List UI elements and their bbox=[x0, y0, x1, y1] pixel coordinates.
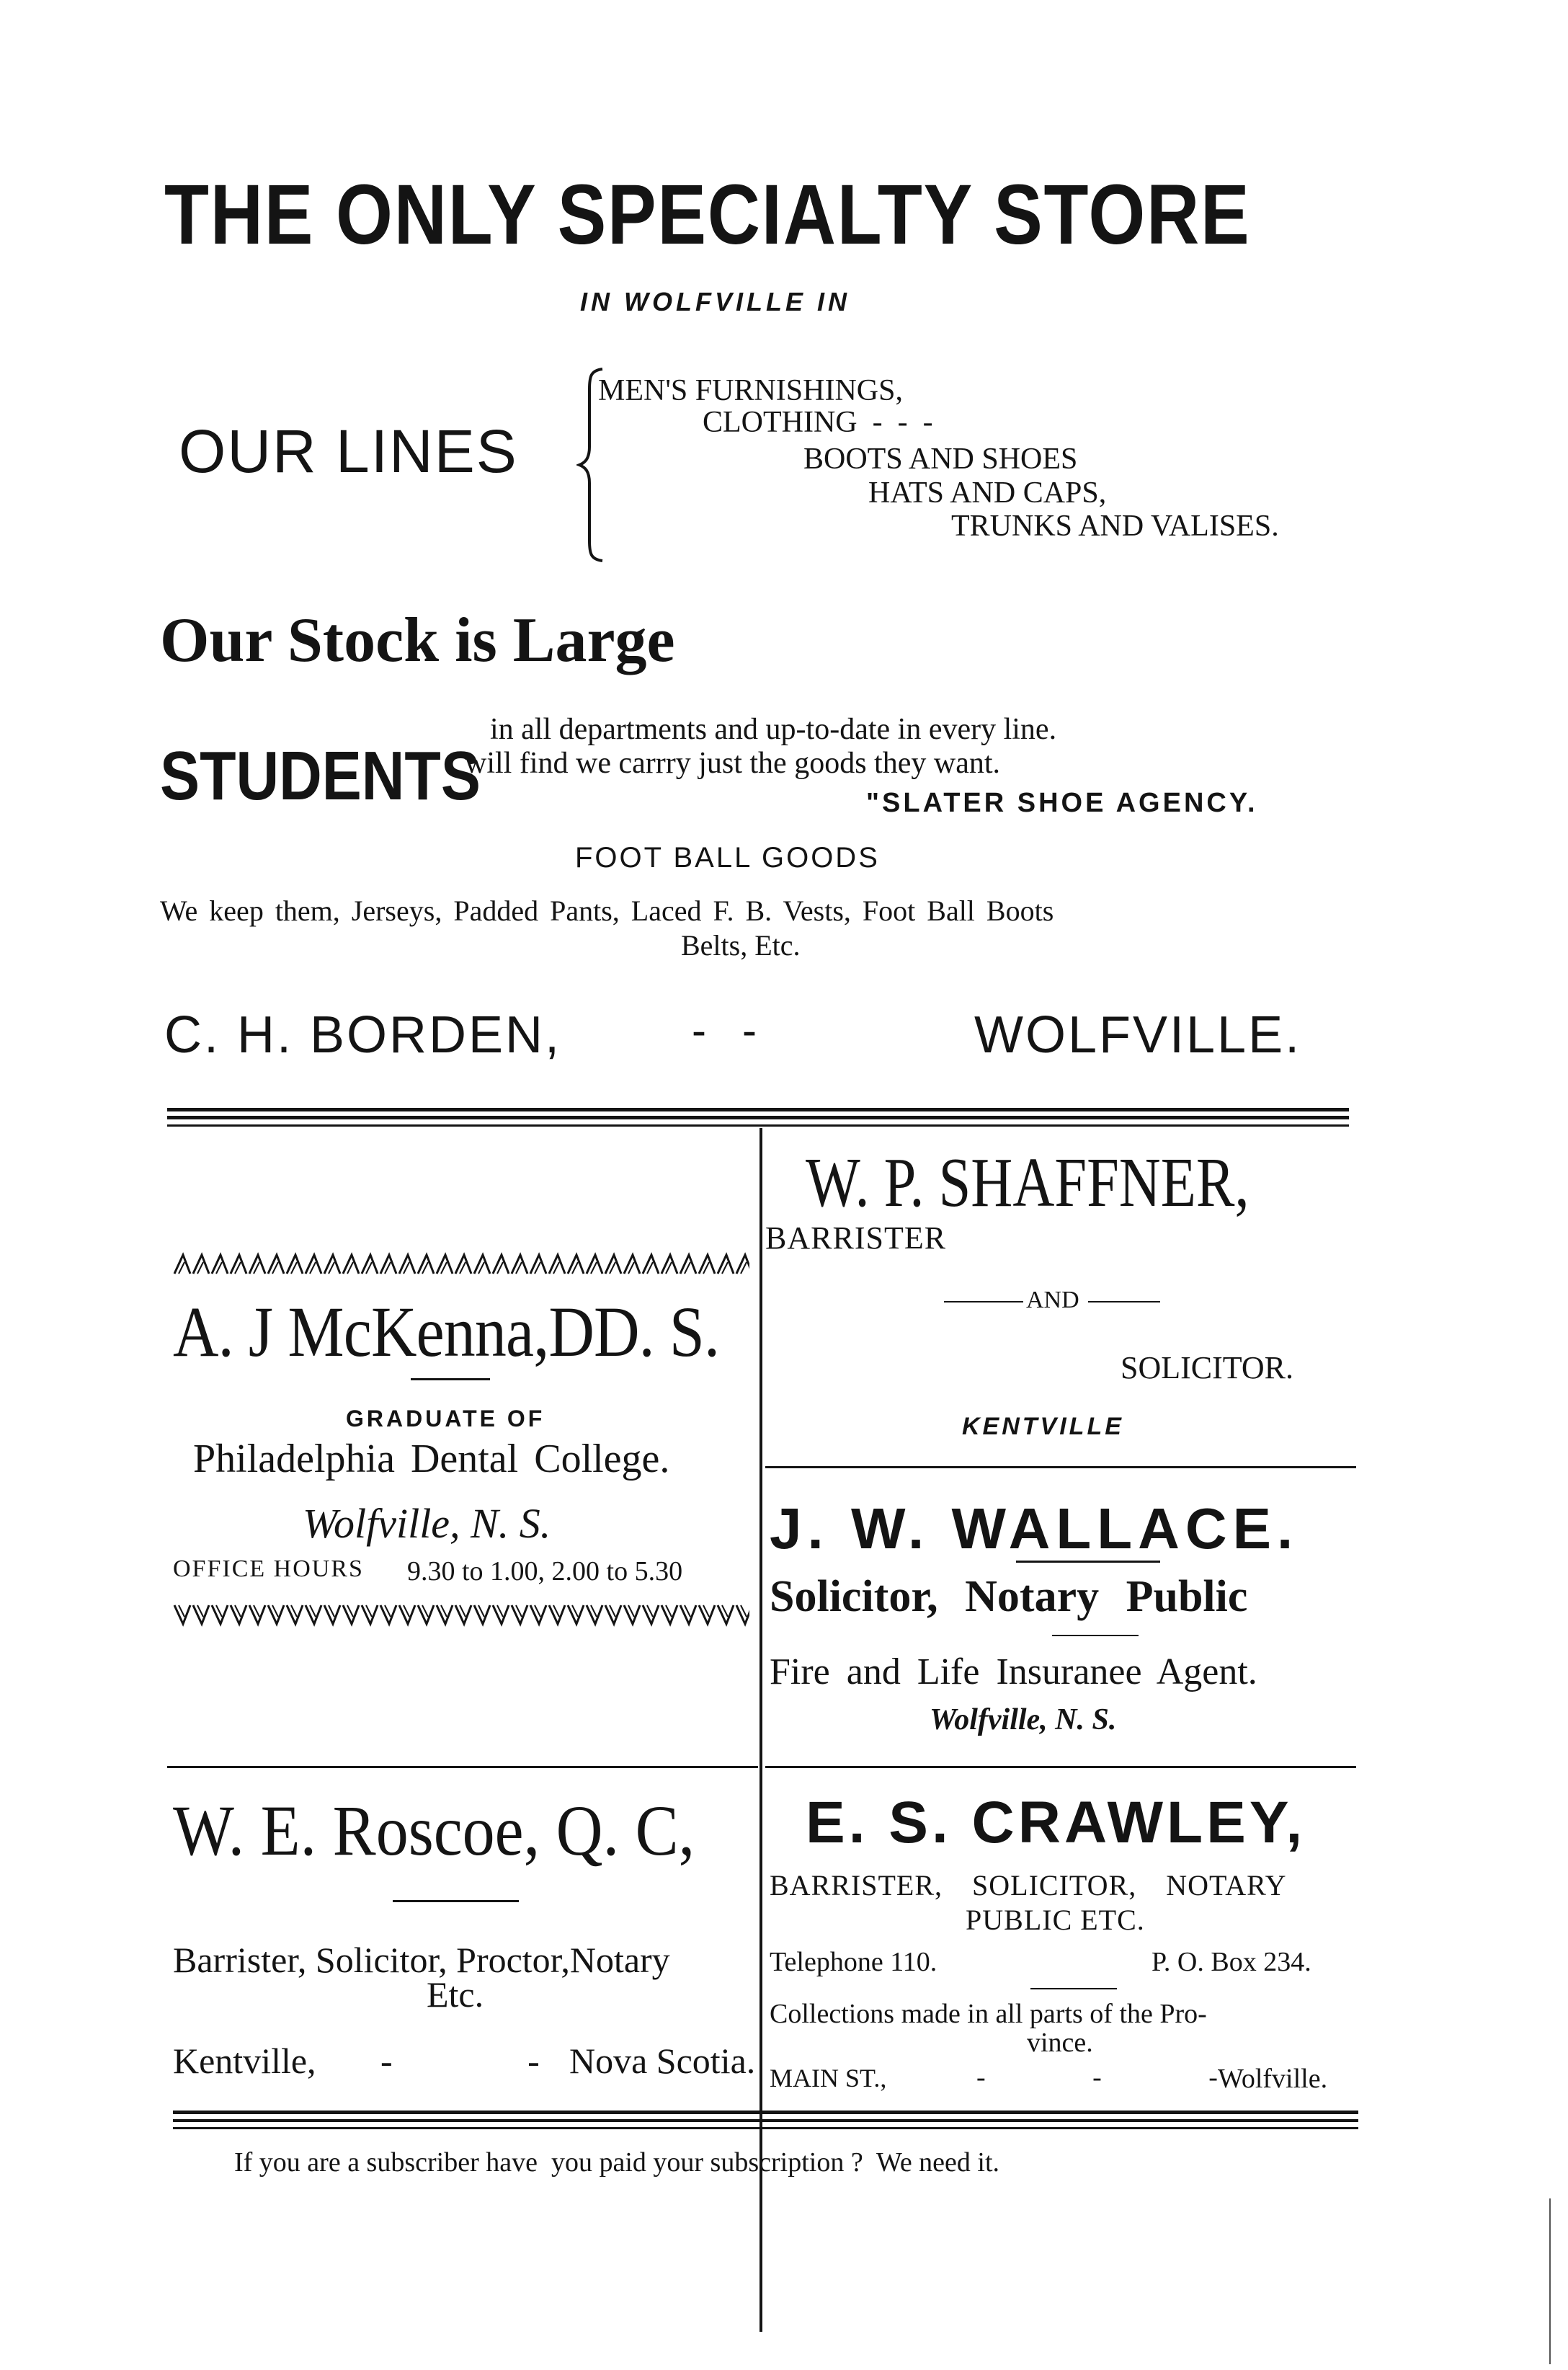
crawley-titles-cont: PUBLIC ETC. bbox=[966, 1904, 1145, 1936]
wallace-rule bbox=[1016, 1561, 1160, 1563]
merchant-dashes: - - bbox=[692, 1006, 757, 1055]
crawley-name: E. S. CRAWLEY, bbox=[806, 1790, 1306, 1855]
roscoe-rule bbox=[393, 1900, 519, 1902]
students-label: STUDENTS bbox=[160, 737, 481, 815]
section-divider-top bbox=[167, 1108, 1349, 1111]
football-goods-heading: FOOT BALL GOODS bbox=[575, 842, 880, 874]
line-item-clothing: CLOTHING - - - bbox=[703, 406, 933, 439]
merchant-town: WOLFVILLE. bbox=[974, 1006, 1302, 1064]
roscoe-name: W. E. Roscoe, Q. C, bbox=[173, 1790, 695, 1870]
ornament-bottom-border bbox=[173, 1602, 749, 1627]
crawley-town: Wolfville. bbox=[1218, 2064, 1328, 2094]
section-divider-bottom-3 bbox=[173, 2127, 1358, 2129]
shaffner-barrister: BARRISTER bbox=[765, 1220, 947, 1256]
mckenna-rule bbox=[411, 1378, 490, 1380]
roscoe-place: Kentville, bbox=[173, 2041, 316, 2081]
shaffner-and: AND bbox=[1026, 1287, 1079, 1313]
middle-divider-left bbox=[167, 1766, 758, 1768]
mckenna-name: A. J McKenna,DD. S. bbox=[173, 1292, 720, 1372]
section-divider-top-2 bbox=[167, 1116, 1349, 1119]
stock-heading: Our Stock is Large bbox=[160, 605, 675, 675]
wallace-agent: Fire and Life Insuranee Agent. bbox=[770, 1651, 1257, 1692]
crawley-telephone: Telephone 110. bbox=[770, 1947, 937, 1977]
wallace-location: Wolfville, N. S. bbox=[930, 1703, 1117, 1736]
line-item-trunks-valises: TRUNKS AND VALISES. bbox=[951, 510, 1279, 543]
section-divider-bottom bbox=[173, 2111, 1358, 2114]
roscoe-titles: Barrister, Solicitor, Proctor,Notary bbox=[173, 1940, 670, 1980]
crawley-collections: Collections made in all parts of the Pro- bbox=[770, 1999, 1207, 2029]
football-goods-text: We keep them, Jerseys, Padded Pants, Laced F. B. Vests, Foot Ball Boots bbox=[160, 895, 1054, 927]
middle-divider-right bbox=[765, 1766, 1356, 1768]
merchant-name: C. H. BORDEN, bbox=[164, 1006, 562, 1064]
page-edge-line bbox=[1549, 2198, 1551, 2364]
crawley-dashes: - - - bbox=[976, 2062, 1218, 2092]
line-item-mens-furnishings: MEN'S FURNISHINGS, bbox=[598, 374, 903, 407]
stock-text: in all departments and up-to-date in every line. bbox=[490, 713, 1057, 746]
students-text: will find we carrry just the goods they want. bbox=[465, 747, 1000, 780]
roscoe-province: Nova Scotia. bbox=[569, 2041, 756, 2081]
mckenna-graduate: GRADUATE OF bbox=[346, 1406, 545, 1432]
shaffner-and-right-rule bbox=[1088, 1301, 1160, 1302]
mckenna-office-hours: 9.30 to 1.00, 2.00 to 5.30 bbox=[407, 1556, 683, 1586]
wallace-name: J. W. WALLACE. bbox=[770, 1496, 1299, 1561]
mckenna-office-label: OFFICE HOURS bbox=[173, 1555, 364, 1582]
mckenna-location: Wolfville, N. S. bbox=[303, 1500, 551, 1547]
crawley-rule bbox=[1030, 1988, 1117, 1989]
specialty-store-subheadline: IN WOLFVILLE IN bbox=[580, 287, 850, 316]
slater-shoe-agency: "SLATER SHOE AGENCY. bbox=[866, 788, 1258, 818]
line-item-boots-shoes: BOOTS AND SHOES bbox=[803, 443, 1078, 476]
crawley-street: MAIN ST., bbox=[770, 2064, 887, 2092]
crawley-collections-cont: vince. bbox=[1027, 2028, 1093, 2058]
shaffner-solicitor: SOLICITOR. bbox=[1121, 1350, 1293, 1385]
section-divider-bottom-2 bbox=[173, 2119, 1358, 2122]
our-lines-label: OUR LINES bbox=[179, 417, 518, 485]
line-item-hats-caps: HATS AND CAPS, bbox=[868, 476, 1107, 510]
ornament-top-border bbox=[173, 1252, 749, 1277]
wallace-rule-2 bbox=[1052, 1635, 1139, 1636]
shaffner-name: W. P. SHAFFNER, bbox=[806, 1144, 1250, 1222]
roscoe-etc: Etc. bbox=[427, 1974, 484, 2015]
crawley-po-box: P. O. Box 234. bbox=[1152, 1947, 1311, 1977]
section-divider-top-3 bbox=[167, 1124, 1349, 1127]
shaffner-and-left-rule bbox=[944, 1301, 1023, 1302]
shaffner-wallace-divider bbox=[765, 1466, 1356, 1468]
subscription-notice: If you are a subscriber have you paid your subscription ? We need it. bbox=[234, 2147, 1000, 2178]
crawley-titles: BARRISTER, SOLICITOR, NOTARY bbox=[770, 1869, 1287, 1901]
football-goods-text-cont: Belts, Etc. bbox=[681, 929, 801, 962]
roscoe-dashes: - - bbox=[380, 2041, 540, 2081]
specialty-store-headline: THE ONLY SPECIALTY STORE bbox=[164, 167, 1251, 262]
mckenna-college: Philadelphia Dental College. bbox=[193, 1437, 670, 1481]
wallace-title: Solicitor, Notary Public bbox=[770, 1572, 1248, 1621]
shaffner-location: KENTVILLE bbox=[962, 1413, 1124, 1440]
